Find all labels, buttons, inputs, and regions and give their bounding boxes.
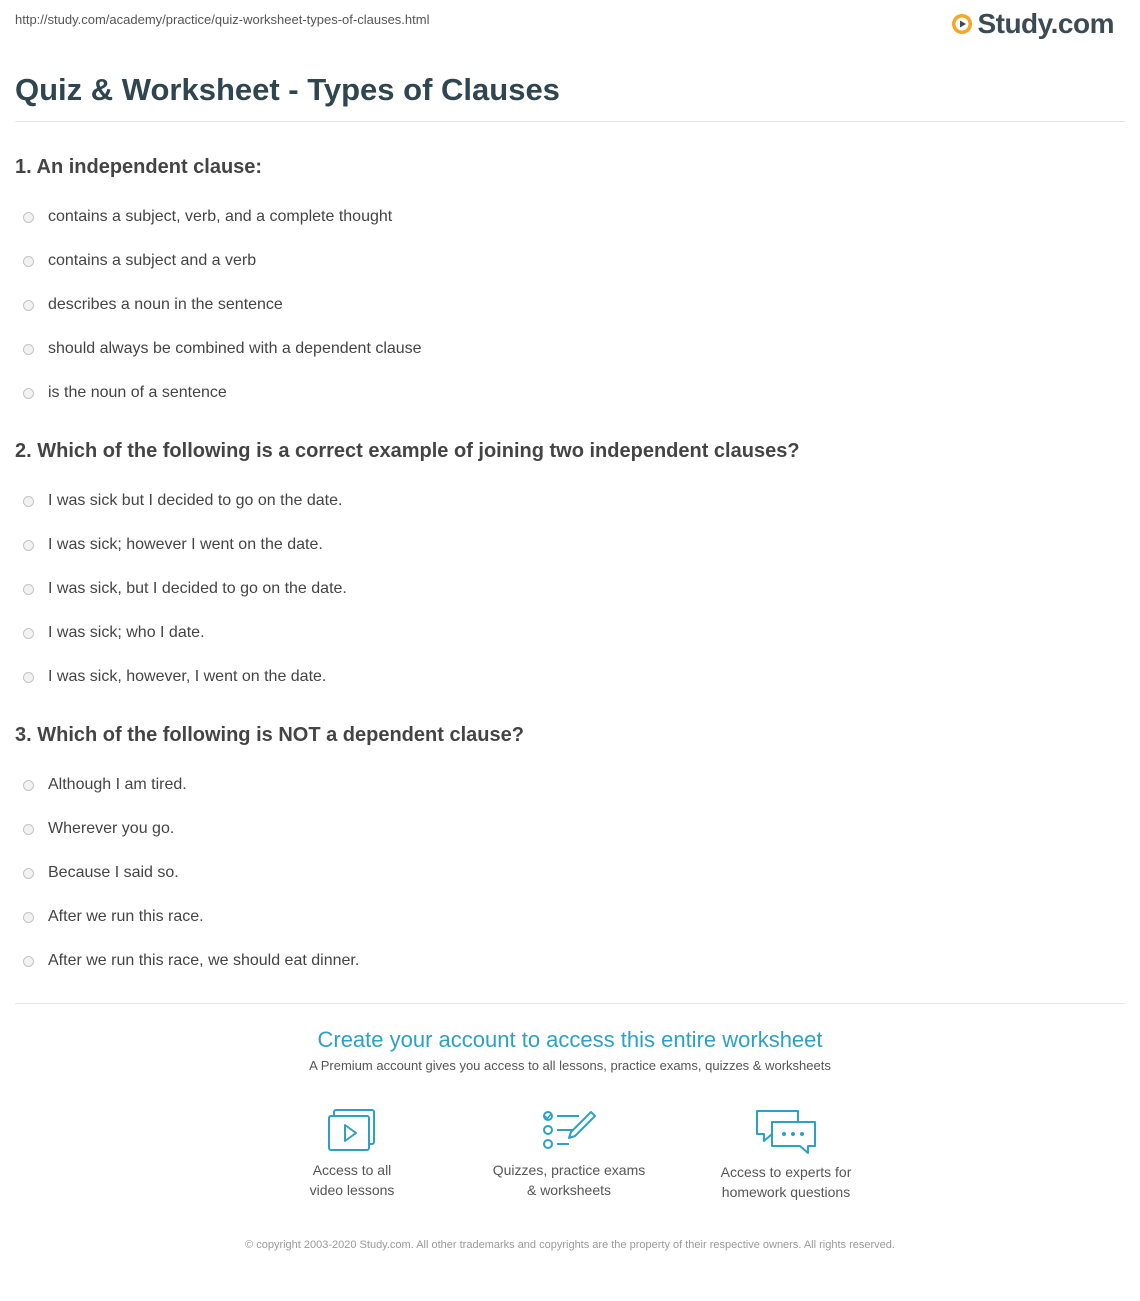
answer-options [23, 763, 1125, 983]
section-divider [15, 1003, 1125, 1004]
radio-button[interactable] [23, 672, 34, 683]
radio-button[interactable] [23, 300, 34, 311]
option-label: is the noun of a sentence [48, 384, 227, 401]
option-label: Wherever you go. [48, 820, 175, 837]
answer-option[interactable] [23, 239, 1125, 283]
video-lesson-icon [326, 1108, 378, 1154]
answer-option[interactable] [23, 807, 1125, 851]
feature-video-lessons [262, 1108, 442, 1200]
feature-experts [696, 1108, 876, 1202]
option-label: I was sick; however I went on the date. [48, 536, 323, 553]
answer-option[interactable] [23, 611, 1125, 655]
radio-button[interactable] [23, 912, 34, 923]
cta-subtitle: A Premium account gives you access to all lessons, practice exams, quizzes & worksheets [309, 1058, 831, 1073]
cta-link[interactable]: Create your account to access this entire worksheet [317, 1027, 823, 1052]
answer-option[interactable] [23, 327, 1125, 371]
feature-label: Access to experts for homework questions [720, 1164, 852, 1200]
radio-button[interactable] [23, 584, 34, 595]
question-2 [15, 437, 1125, 699]
option-label: I was sick, however, I went on the date. [48, 668, 327, 685]
answer-option[interactable] [23, 655, 1125, 699]
option-label: After we run this race, we should eat dinner. [48, 952, 360, 969]
study-logo[interactable] [951, 8, 1114, 40]
radio-button[interactable] [23, 344, 34, 355]
radio-button[interactable] [23, 868, 34, 879]
answer-option[interactable] [23, 195, 1125, 239]
option-label: describes a noun in the sentence [48, 296, 283, 313]
play-circle-icon [951, 13, 973, 35]
answer-option[interactable] [23, 763, 1125, 807]
option-label: Because I said so. [48, 864, 179, 881]
radio-button[interactable] [23, 824, 34, 835]
question-text: 1. An independent clause: [15, 156, 263, 178]
answer-options [23, 195, 1125, 415]
answer-option[interactable] [23, 523, 1125, 567]
answer-options [23, 479, 1125, 699]
radio-button[interactable] [23, 540, 34, 551]
quiz-checklist-icon [541, 1108, 597, 1154]
title-divider [15, 121, 1125, 122]
answer-option[interactable] [23, 479, 1125, 523]
logo-text: Study.com [977, 8, 1114, 39]
option-label: Although I am tired. [48, 776, 187, 793]
answer-option[interactable] [23, 283, 1125, 327]
option-label: should always be combined with a dependent clause [48, 340, 422, 357]
signup-cta [0, 1026, 1140, 1073]
radio-button[interactable] [23, 212, 34, 223]
answer-option[interactable] [23, 567, 1125, 611]
option-label: After we run this race. [48, 908, 204, 925]
answer-option[interactable] [23, 895, 1125, 939]
page-url: http://study.com/academy/practice/quiz-worksheet-types-of-clauses.html [15, 12, 430, 27]
radio-button[interactable] [23, 388, 34, 399]
radio-button[interactable] [23, 256, 34, 267]
question-3 [15, 721, 1125, 983]
option-label: contains a subject and a verb [48, 252, 257, 269]
chat-bubbles-icon [754, 1108, 818, 1156]
copyright-notice: © copyright 2003-2020 Study.com. All other trademarks and copyrights are the property of their respective owners. All rights reserved. [245, 1239, 895, 1251]
radio-button[interactable] [23, 956, 34, 967]
feature-label: Quizzes, practice exams & worksheets [492, 1162, 646, 1198]
answer-option[interactable] [23, 851, 1125, 895]
option-label: I was sick, but I decided to go on the date. [48, 580, 347, 597]
radio-button[interactable] [23, 496, 34, 507]
answer-option[interactable] [23, 939, 1125, 983]
feature-quizzes [479, 1108, 659, 1200]
question-1 [15, 153, 1125, 415]
option-label: I was sick; who I date. [48, 624, 205, 641]
question-text: 3. Which of the following is NOT a dependent clause? [15, 724, 524, 746]
radio-button[interactable] [23, 628, 34, 639]
option-label: I was sick but I decided to go on the date. [48, 492, 343, 509]
question-text: 2. Which of the following is a correct example of joining two independent clauses? [15, 440, 800, 462]
feature-label: Access to all video lessons [309, 1162, 395, 1198]
answer-option[interactable] [23, 371, 1125, 415]
page-title: Quiz & Worksheet - Types of Clauses [15, 72, 560, 107]
radio-button[interactable] [23, 780, 34, 791]
option-label: contains a subject, verb, and a complete thought [48, 208, 393, 225]
